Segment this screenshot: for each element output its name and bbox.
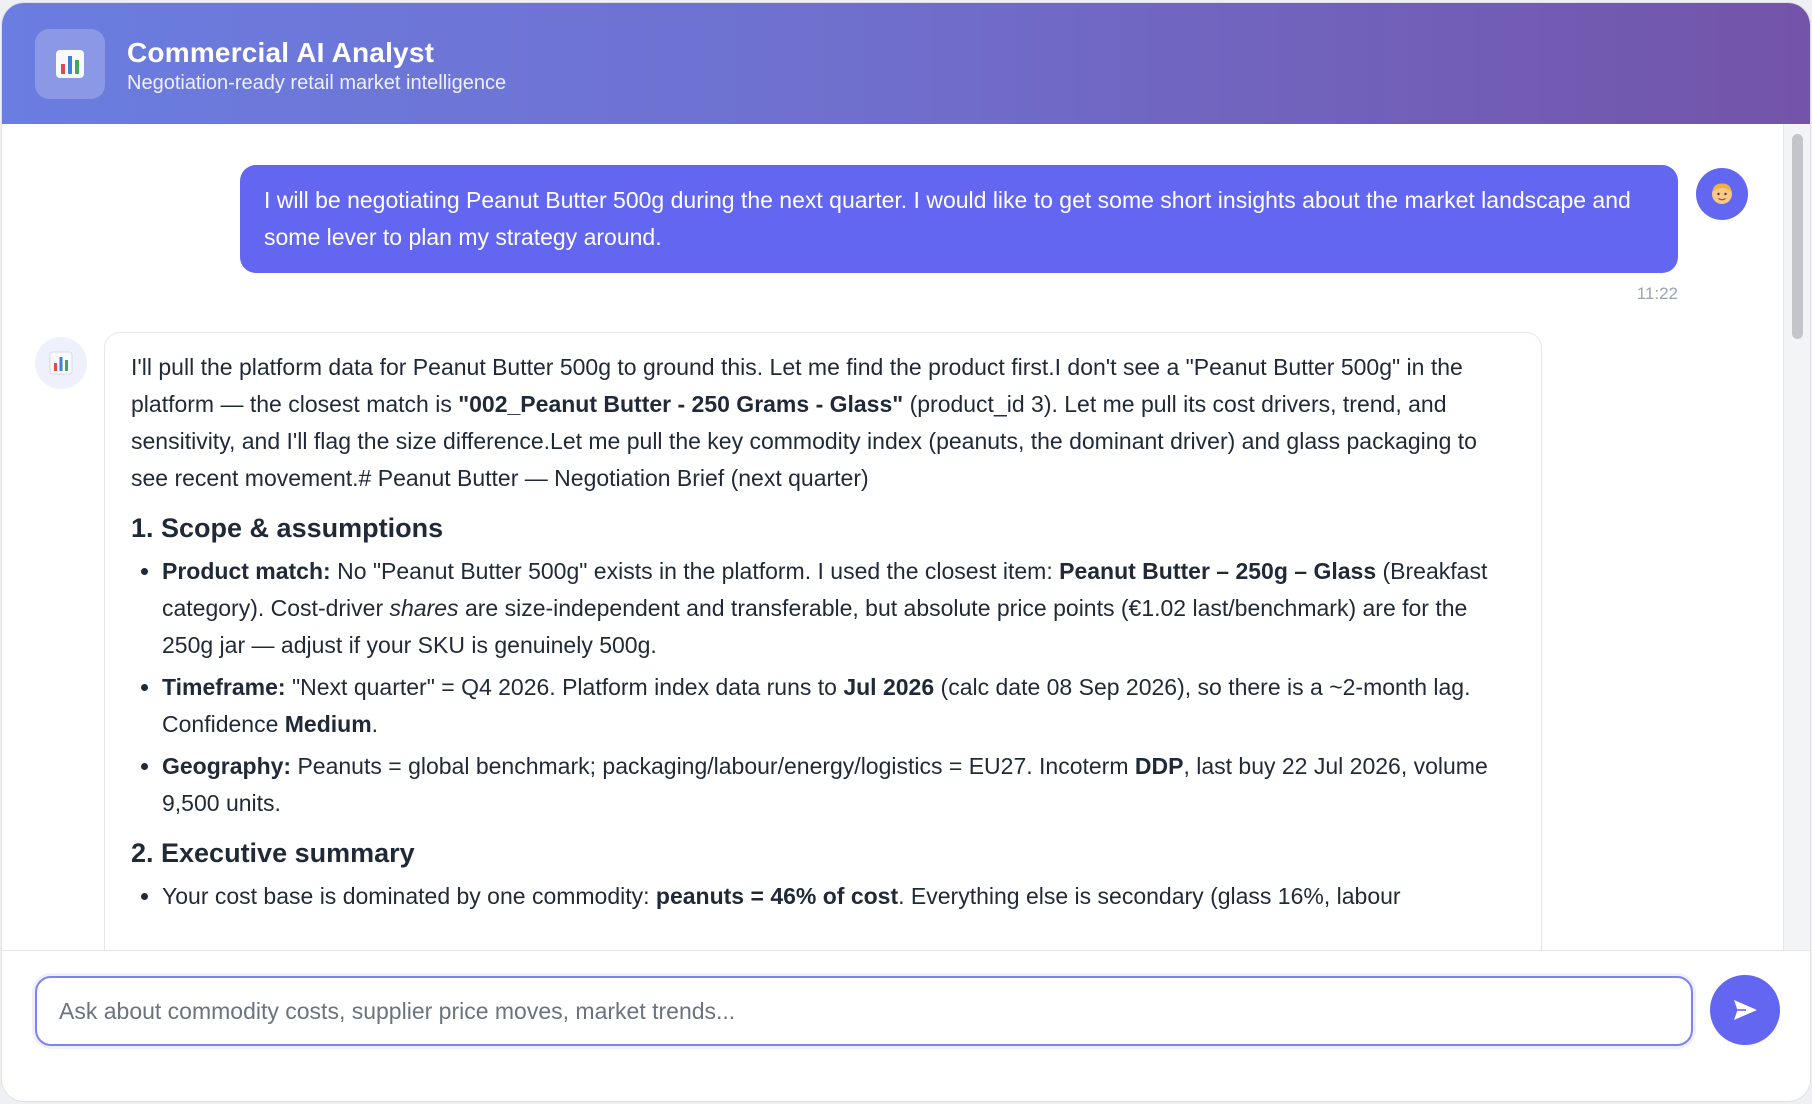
- app-logo: [35, 29, 105, 99]
- item-text: are size-independent and transferable, but absolute price points (€1.02 last/benchmark) are for the 250g jar — adjust if your SKU is genuinely 500g.: [162, 595, 1468, 658]
- chat-transcript[interactable]: [2, 124, 1782, 950]
- composer: [2, 950, 1810, 1101]
- person-avatar-icon: [1709, 181, 1735, 207]
- item-label: Product match:: [162, 558, 331, 584]
- assistant-intro-paragraph: [131, 349, 1515, 497]
- item-emphasis: DDP: [1134, 753, 1184, 779]
- item-text: Peanuts = global benchmark; packaging/labour/energy/logistics = EU27. Incoterm: [291, 753, 1135, 779]
- intro-text: I'll pull the platform data for Peanut Butter 500g to ground this. Let me find the product first.I don't see a "Peanut Butter 500g" in the platform — the closest match is: [131, 354, 1463, 417]
- user-message: [240, 165, 1678, 273]
- item-text: No "Peanut Butter 500g" exists in the platform. I used the closest item:: [330, 558, 1060, 584]
- item-label: Geography:: [162, 753, 292, 779]
- send-arrow-icon: [1731, 996, 1759, 1024]
- item-text: . Everything else is secondary (glass 16%, labour: [898, 883, 1401, 909]
- intro-product-name: "002_Peanut Butter - 250 Grams - Glass": [458, 391, 904, 417]
- section-heading-executive-summary: 2. Executive summary: [131, 838, 415, 868]
- summary-list: [131, 878, 1515, 915]
- item-text: (Breakfast category). Cost-driver: [162, 558, 1488, 621]
- bar-chart-icon: [49, 351, 73, 375]
- app-subtitle: Negotiation-ready retail market intelligence: [127, 72, 507, 94]
- scope-list: [131, 553, 1515, 822]
- send-button[interactable]: [1710, 975, 1780, 1045]
- assistant-avatar: [35, 337, 87, 389]
- app-title: Commercial AI Analyst: [127, 37, 435, 68]
- app-header: [2, 3, 1810, 124]
- item-text: (calc date 08 Sep 2026), so there is a ~2-month lag. Confidence: [162, 674, 1471, 737]
- item-italic: shares: [389, 595, 459, 621]
- bar-chart-icon: [55, 49, 85, 79]
- list-item-product-match: [162, 553, 1515, 664]
- chat-scrollbar[interactable]: [1783, 124, 1810, 950]
- item-text: .: [371, 711, 379, 737]
- item-text: , last buy 22 Jul 2026, volume 9,500 units.: [162, 753, 1488, 816]
- scrollbar-thumb[interactable]: [1792, 134, 1803, 339]
- list-item-timeframe: [162, 669, 1515, 743]
- item-text: "Next quarter" = Q4 2026. Platform index data runs to: [285, 674, 844, 700]
- item-emphasis: peanuts = 46% of cost: [655, 883, 899, 909]
- intro-text: (product_id 3). Let me pull its cost drivers, trend, and sensitivity, and I'll flag the size difference.Let me pull the key commodity index (peanuts, the dominant driver) and glass packaging to see recent movement.# Peanut Butter — Negotiation Brief (next quarter): [131, 391, 1477, 491]
- list-item-summary: [162, 878, 1515, 915]
- item-text: Your cost base is dominated by one commodity:: [162, 883, 656, 909]
- user-message-text: I will be negotiating Peanut Butter 500g during the next quarter. I would like to get some short insights about the market landscape and some lever to plan my strategy around.: [264, 187, 1631, 250]
- section-heading-scope: 1. Scope & assumptions: [131, 513, 444, 543]
- message-timestamp: 11:22: [1636, 284, 1678, 303]
- item-emphasis: Medium: [284, 711, 372, 737]
- list-item-geography: [162, 748, 1515, 822]
- app-window: [2, 3, 1810, 1101]
- item-emphasis: Jul 2026: [843, 674, 935, 700]
- item-label: Timeframe:: [162, 674, 286, 700]
- chat-input[interactable]: [35, 976, 1693, 1046]
- item-emphasis: Peanut Butter – 250g – Glass: [1059, 558, 1377, 584]
- assistant-message: [104, 332, 1542, 950]
- user-avatar: [1696, 168, 1748, 220]
